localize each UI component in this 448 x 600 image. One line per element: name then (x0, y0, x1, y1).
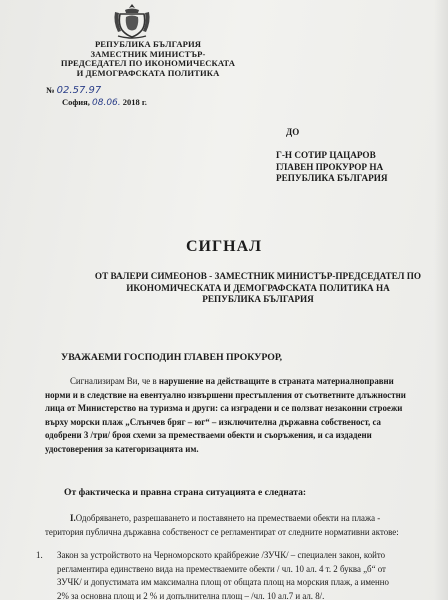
header-line: И ДЕМОГРАФСКАТА ПОЛИТИКА (76, 67, 220, 78)
numbered-list (36, 549, 436, 600)
list-line: ЗУЧК/ и допустимата им максимална площ от общата площ на морския плаж, а именно (57, 577, 389, 587)
paragraph-line: върху морски плаж „Слънчев бряг – юг“ – изключителна държавна собственост, са (45, 416, 381, 427)
paragraph-line: одобрени 3 /три/ броя схеми за преместваеми обекти и съоръжения, и са издадени (45, 430, 372, 440)
paragraph-text: Сигнализирам Ви, че в (70, 376, 159, 386)
paragraph-line: лица от Министерство на туризма и други: са изградени и се ползват незаконни строежи (45, 403, 403, 413)
list-marker: 1. (36, 550, 43, 560)
coat-of-arms-icon (112, 2, 152, 40)
section-subheading: От фактическа и правна страна ситуацията е следната: (64, 487, 307, 498)
salutation: УВАЖАЕМИ ГОСПОДИН ГЛАВЕН ПРОКУРОР, (61, 352, 283, 363)
header-line: РЕПУБЛИКА БЪЛГАРИЯ (94, 39, 202, 49)
year-suffix: 2018 г. (122, 97, 147, 107)
sender-line: РЕПУБЛИКА БЪЛГАРИЯ (202, 294, 314, 305)
list-line: 2% за основна площ и 2 % и допълнителна площ – /чл. 10 ал.7 и ал. 8/. (57, 590, 325, 600)
paragraph-line (45, 375, 435, 389)
header-line: ЗАМЕСТНИК МИНИСТЪР- (90, 48, 206, 59)
paragraph-line: територия публична държавна собственост се регламентират от следните нормативни актове: (45, 526, 399, 537)
list-line: Закон за устройството на Черноморското крайбрежие /ЗУЧК/ – специален закон, който (57, 550, 386, 560)
addressee-line: Г-Н СОТИР ЦАЦАРОВ (276, 150, 376, 160)
registration-number (46, 85, 101, 96)
body-paragraph-2 (45, 512, 435, 539)
addressee-to: ДО (286, 127, 300, 137)
list-item (57, 549, 436, 600)
list-line: регламентира единствено вида на преместваемите обекти / чл. 10 ал. 4 т. 2 буква „б“ от (57, 563, 386, 574)
addressee-block (276, 150, 388, 185)
header-line: ПРЕДСЕДАТЕЛ ПО ИКОНОМИЧЕСКАТА (60, 58, 236, 69)
paragraph-text: Одобряването, разрешаването и поставянето на преместваеми обекти на плажа - (75, 513, 381, 523)
section-numeral: I. (70, 513, 76, 523)
city-date (62, 97, 147, 108)
city-label: София, (62, 97, 90, 107)
paragraph-text-bold: нарушение на действащите в страната материалноправни (158, 376, 394, 386)
body-paragraph-1 (45, 375, 435, 456)
document-title: СИГНАЛ (185, 238, 263, 255)
addressee-line: РЕПУБЛИКА БЪЛГАРИЯ (276, 173, 388, 184)
page-shadow (434, 0, 448, 600)
sender-line: ОТ ВАЛЕРИ СИМЕОНОВ - ЗАМЕСТНИК МИНИСТЪР-ПРЕДСЕДАТЕЛ ПО (94, 271, 422, 281)
paragraph-line (45, 512, 435, 526)
handwritten-number: 02.57.97 (56, 85, 102, 96)
sender-block (88, 271, 428, 306)
institution-header (48, 40, 248, 78)
handwritten-date: 08.06. (92, 98, 121, 108)
number-prefix: № (46, 85, 55, 95)
addressee-line: ГЛАВЕН ПРОКУРОР НА (276, 161, 384, 172)
paragraph-line: удостоверения за категоризацията им. (45, 443, 199, 454)
paragraph-line: норми и в следствие на евентуално извършени престъпления от съответните длъжностни (45, 389, 406, 400)
sender-line: ИКОНОМИЧЕСКАТА И ДЕМОГРАФСКАТА ПОЛИТИКА НА (126, 282, 390, 293)
